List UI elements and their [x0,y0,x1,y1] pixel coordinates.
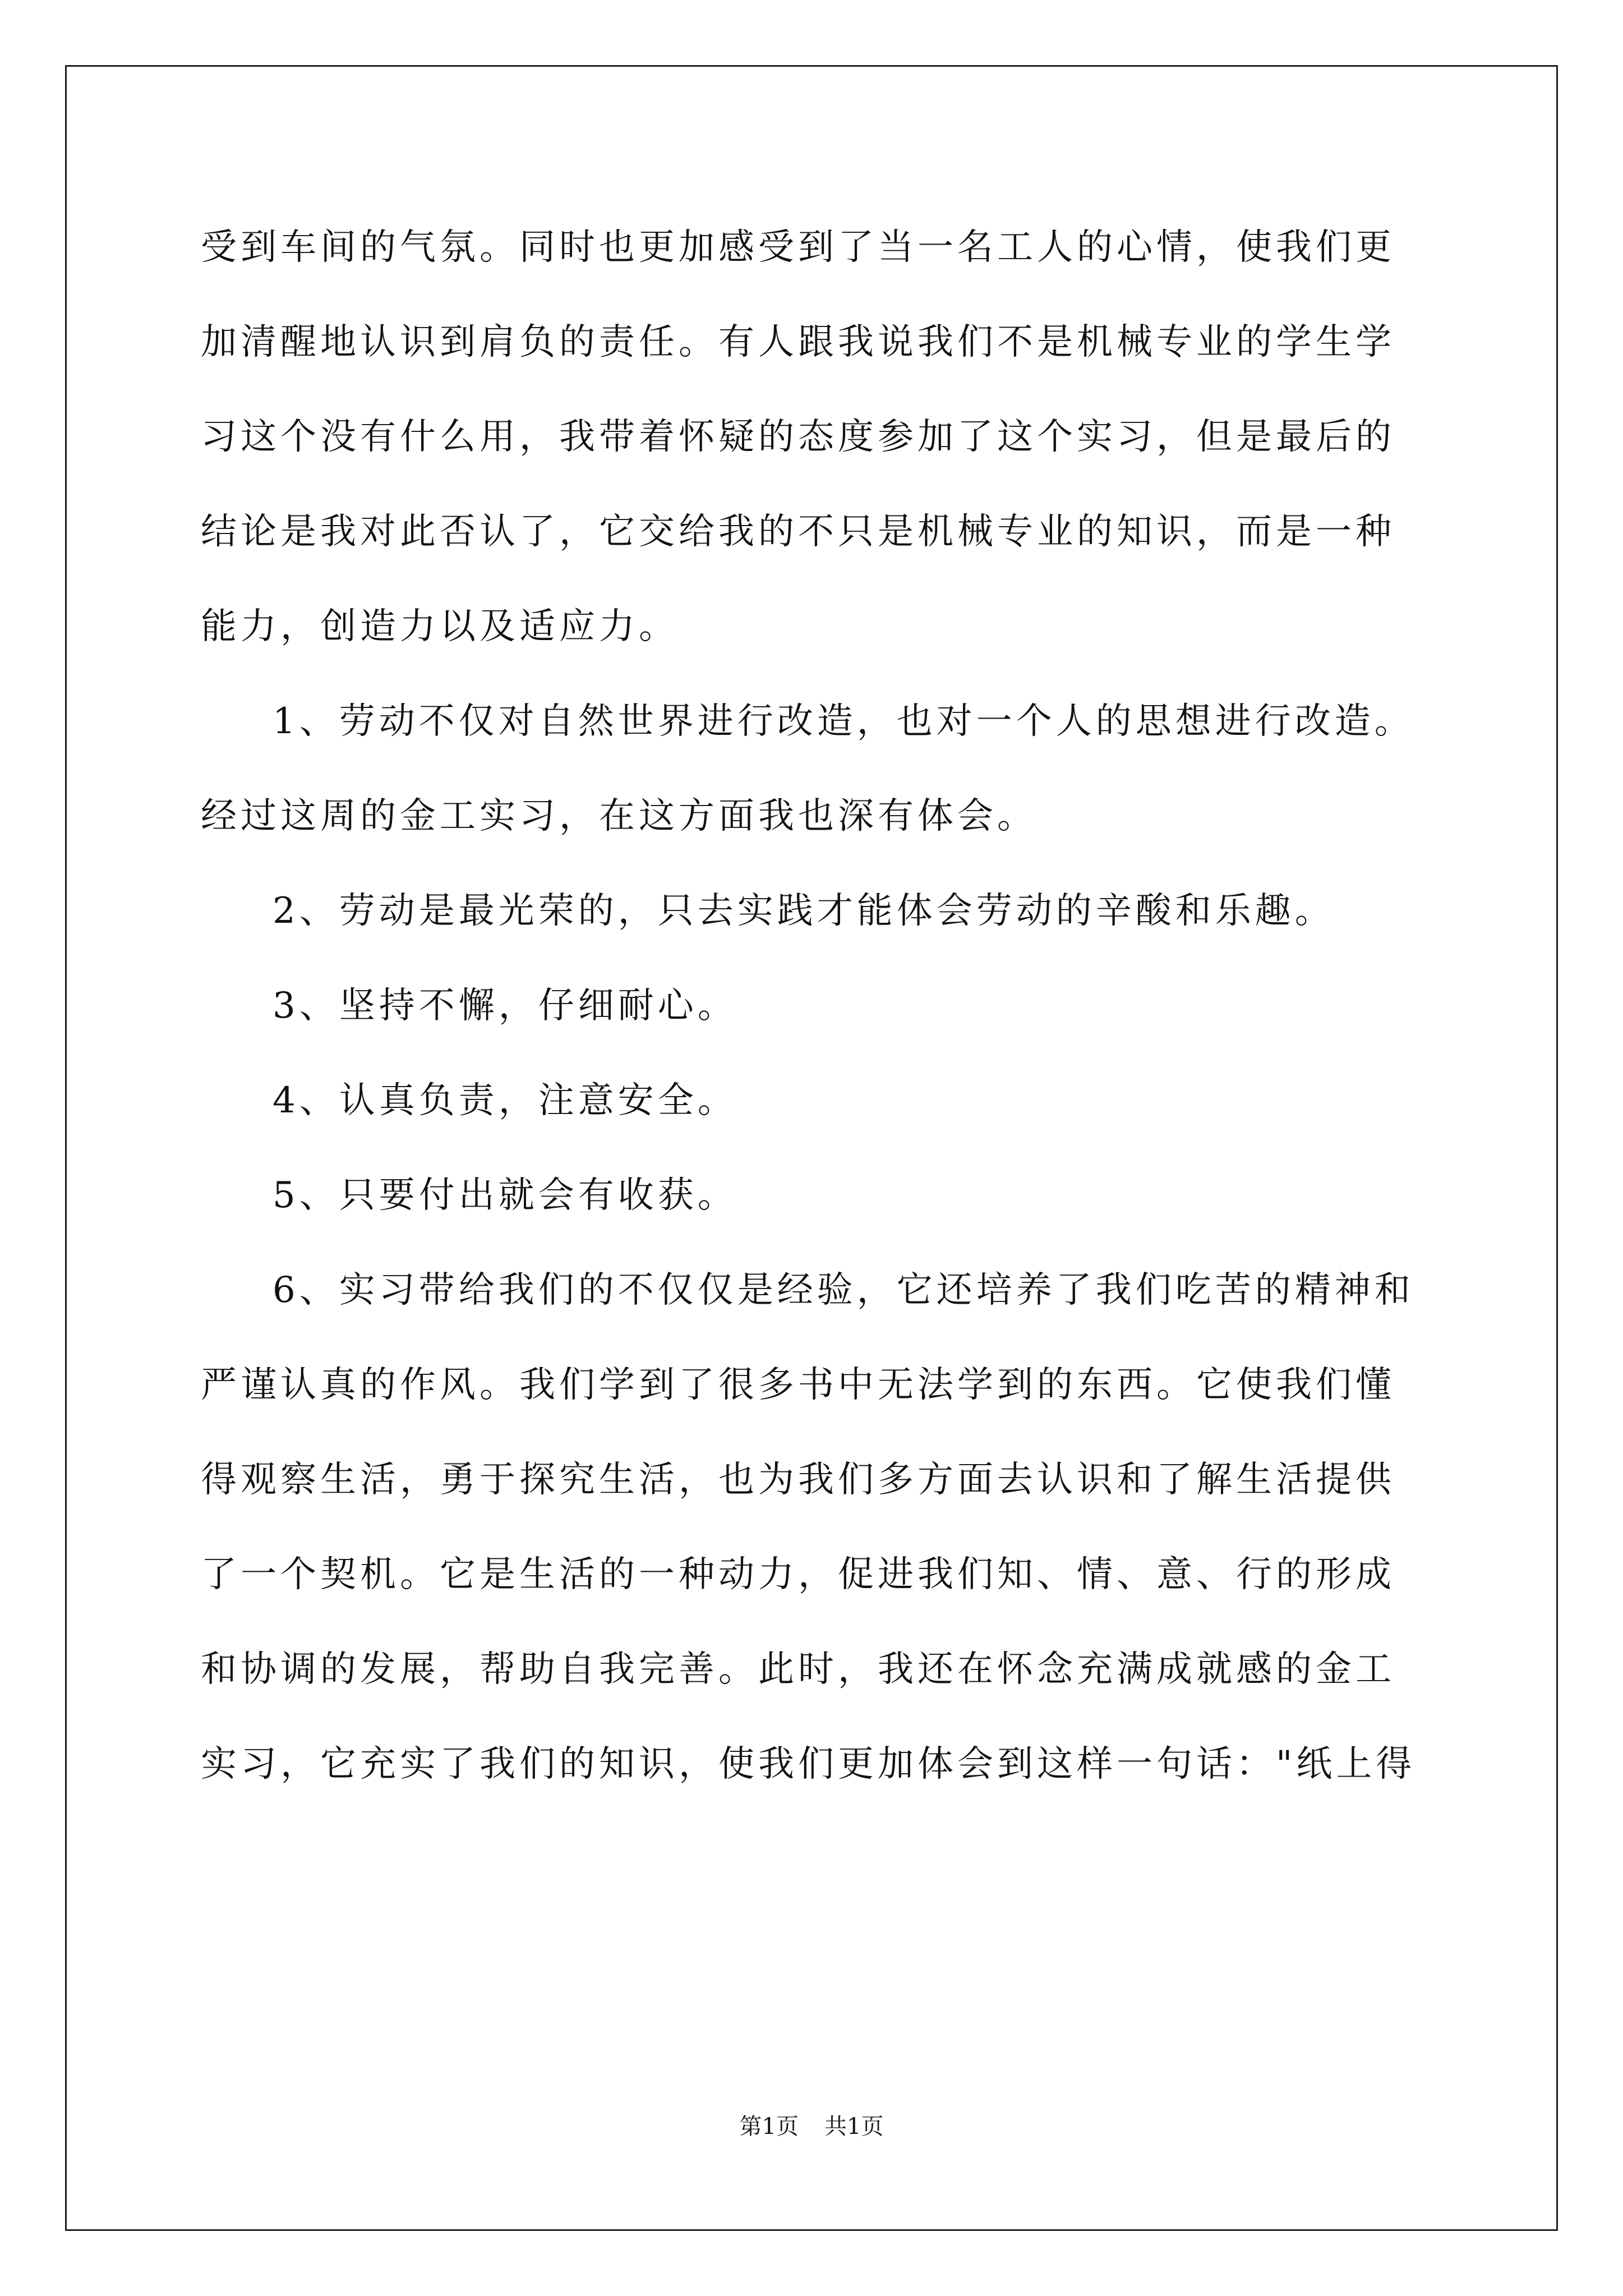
text-line: 6、实习带给我们的不仅仅是经验，它还培养了我们吃苦的精神和 [273,1269,1414,1311]
text-line: 结论是我对此否认了，它交给我的不只是机械专业的知识，而是一种 [201,511,1395,553]
text-line: 加清醒地认识到肩负的责任。有人跟我说我们不是机械专业的学生学 [201,321,1395,363]
text-line: 3、坚持不懈，仔细耐心。 [273,985,737,1027]
page-total: 共1页 [824,2114,884,2139]
text-line: 2、劳动是最光荣的，只去实践才能体会劳动的辛酸和乐趣。 [273,890,1335,932]
text-line: 和协调的发展，帮助自我完善。此时，我还在怀念充满成就感的金工 [201,1649,1395,1690]
page-number: 第1页 [739,2114,799,2139]
text-line: 严谨认真的作风。我们学到了很多书中无法学到的东西。它使我们懂 [201,1364,1395,1406]
text-line: 4、认真负责，注意安全。 [273,1080,737,1121]
text-line: 了一个契机。它是生活的一种动力，促进我们知、情、意、行的形成 [201,1554,1395,1595]
document-body [201,224,1446,1836]
text-line: 得观察生活，勇于探究生活，也为我们多方面去认识和了解生活提供 [201,1459,1395,1501]
text-line: 能力，创造力以及适应力。 [201,606,679,647]
text-line: 受到车间的气氛。同时也更加感受到了当一名工人的心情，使我们更 [201,227,1395,268]
text-line: 经过这周的金工实习，在这方面我也深有体会。 [201,795,1037,837]
page-footer [0,2114,1623,2139]
text-line: 习这个没有什么用，我带着怀疑的态度参加了这个实习，但是最后的 [201,416,1395,458]
text-line: 实习，它充实了我们的知识，使我们更加体会到这样一句话："纸上得 [201,1743,1416,1785]
text-line: 5、只要付出就会有收获。 [273,1175,737,1216]
text-line: 1、劳动不仅对自然世界进行改造，也对一个人的思想进行改造。 [273,701,1414,742]
